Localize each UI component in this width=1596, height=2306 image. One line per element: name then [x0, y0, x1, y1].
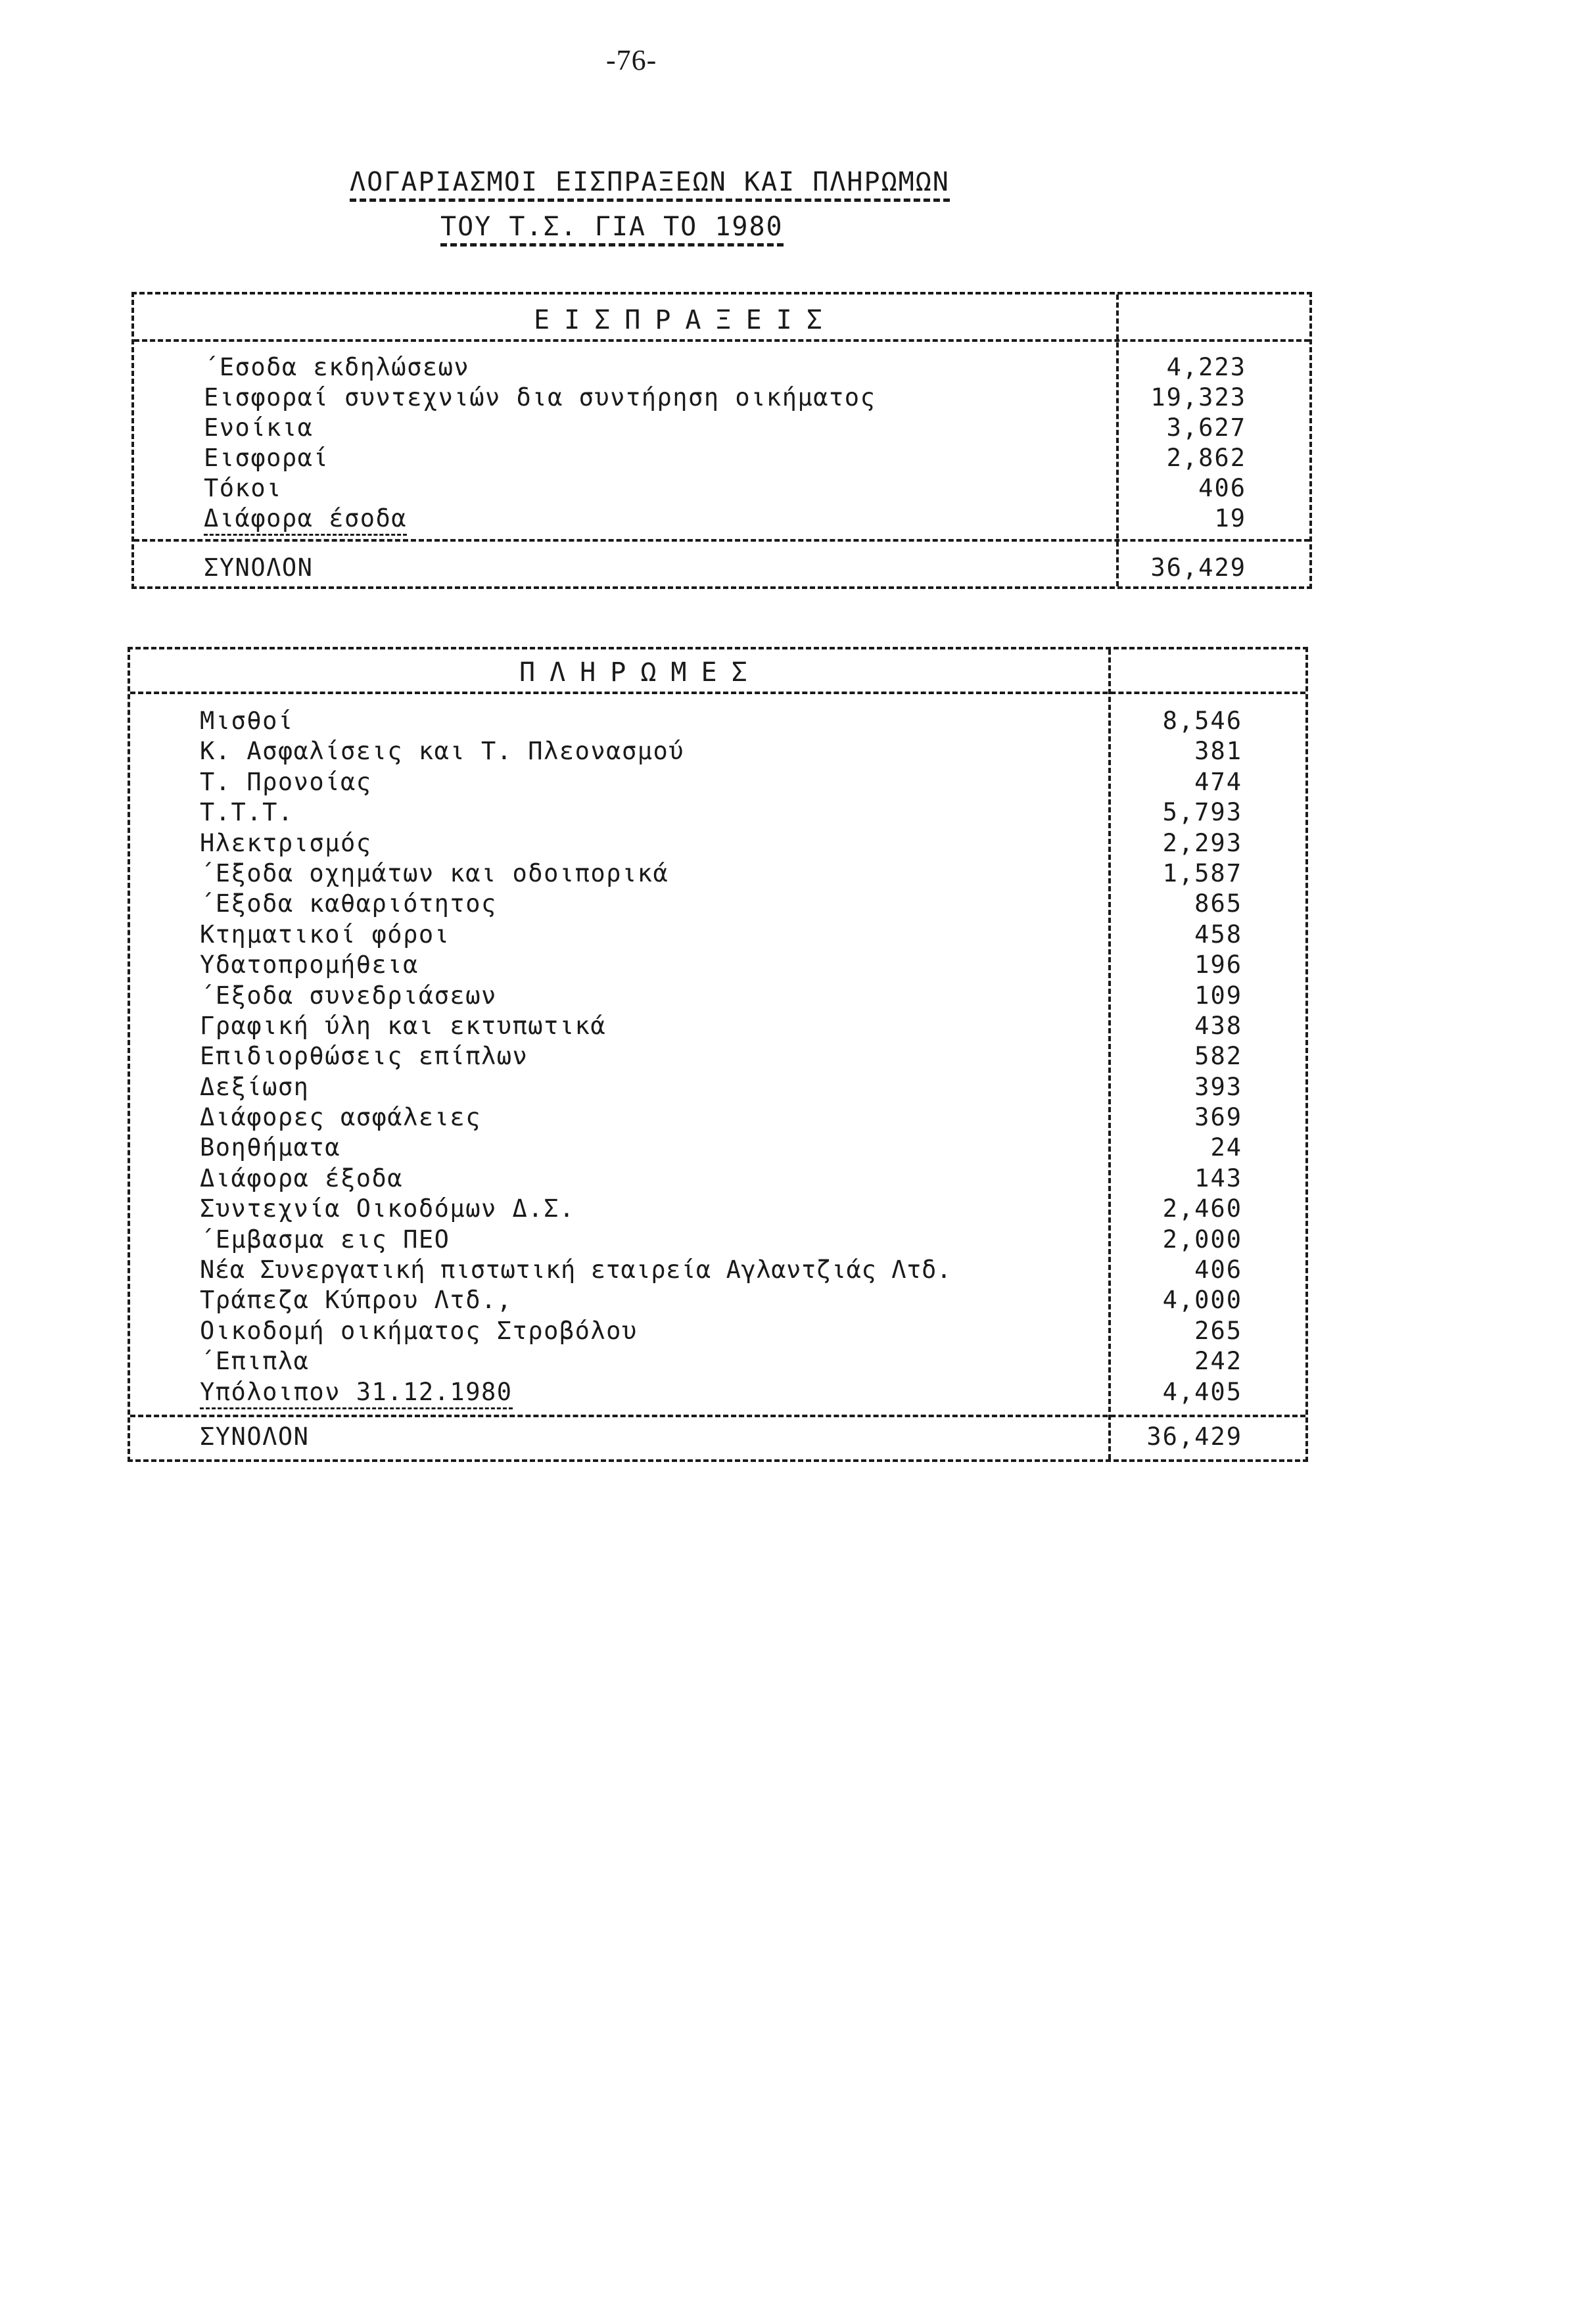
table-row: [130, 797, 1305, 828]
row-label: Διάφορα έσοδα: [204, 504, 407, 536]
row-label: Δεξίωση: [200, 1072, 310, 1101]
table-row: [130, 1194, 1305, 1224]
row-amount: 24: [1210, 1133, 1242, 1162]
row-label: Τράπεζα Κύπρου Λτδ.,: [200, 1286, 513, 1315]
row-label: Τ.Τ.Τ.: [200, 798, 294, 827]
row-amount: 19,323: [1150, 383, 1246, 412]
row-label: Τ. Προνοίας: [200, 767, 372, 796]
row-label: Οικοδομή οικήματος Στροβόλου: [200, 1316, 638, 1345]
row-amount: 4,000: [1162, 1286, 1242, 1315]
row-label: Τόκοι: [204, 474, 282, 502]
table-row: [130, 981, 1305, 1011]
table-row: [130, 950, 1305, 980]
row-label: Ηλεκτρισμός: [200, 828, 372, 857]
row-amount: 2,460: [1162, 1194, 1242, 1223]
receipts-rows: [134, 352, 1309, 534]
table-row: [130, 1377, 1305, 1407]
row-label: Νέα Συνεργατική πιστωτική εταιρεία Αγλαντζιάς Λτδ.: [200, 1256, 952, 1284]
table-row: [130, 706, 1305, 736]
row-amount: 406: [1198, 474, 1246, 502]
table-row: [130, 1102, 1305, 1133]
table-row: [130, 1072, 1305, 1102]
row-label: ΄Εσοδα εκδηλώσεων: [204, 353, 470, 381]
row-amount: 2,862: [1166, 444, 1246, 472]
row-label: Μισθοί: [200, 707, 294, 735]
document-title: ΛΟΓΑΡΙΑΣΜΟΙ ΕΙΣΠΡΑΞΕΩΝ ΚΑΙ ΠΛΗΡΩΜΩΝ: [350, 167, 950, 202]
table-row: [130, 1164, 1305, 1194]
row-amount: 582: [1194, 1042, 1242, 1071]
table-row: [130, 920, 1305, 950]
row-amount: 196: [1194, 951, 1242, 979]
row-label: ΄Επιπλα: [200, 1347, 310, 1376]
row-amount: 3,627: [1166, 413, 1246, 442]
row-label: Κ. Ασφαλίσεις και Τ. Πλεονασμού: [200, 737, 685, 766]
row-amount: 474: [1194, 767, 1242, 796]
row-amount: 2,293: [1162, 828, 1242, 857]
document-subtitle: ΤΟΥ Τ.Σ. ΓΙΑ ΤΟ 1980: [440, 212, 784, 247]
row-label: Γραφική ύλη και εκτυπωτικά: [200, 1011, 607, 1040]
row-label: Κτηματικοί φόροι: [200, 920, 450, 949]
row-label: Διάφορα έξοδα: [200, 1164, 404, 1192]
row-label: ΄Εξοδα καθαριότητος: [200, 889, 497, 918]
table-row: [130, 767, 1305, 797]
row-amount: 2,000: [1162, 1225, 1242, 1254]
row-amount: 406: [1194, 1256, 1242, 1284]
table-row: [134, 352, 1309, 383]
row-amount: 143: [1194, 1164, 1242, 1192]
row-label: Υπόλοιπον 31.12.1980: [200, 1377, 513, 1409]
table-row: [130, 736, 1305, 766]
total-divider: [134, 539, 1309, 542]
row-amount: 242: [1194, 1347, 1242, 1376]
payments-table: [128, 647, 1308, 1462]
row-label: Υδατοπρομήθεια: [200, 951, 419, 979]
row-amount: 5,793: [1162, 798, 1242, 827]
table-row: [130, 828, 1305, 859]
header-divider: [130, 692, 1305, 694]
table-row: [130, 1285, 1305, 1315]
row-label: Διάφορες ασφάλειες: [200, 1103, 481, 1132]
row-label: ΄Εξοδα συνεδριάσεων: [200, 981, 497, 1010]
table-row: [134, 504, 1309, 534]
table-row: [134, 443, 1309, 473]
row-amount: 458: [1194, 920, 1242, 949]
page-number: -76-: [606, 44, 657, 76]
row-label: Εισφοραί: [204, 444, 329, 472]
table-row: [134, 383, 1309, 413]
table-row: [130, 1316, 1305, 1346]
table-row: [134, 413, 1309, 443]
row-label: Επιδιορθώσεις επίπλων: [200, 1042, 528, 1071]
row-amount: 19: [1214, 504, 1246, 532]
row-label: Εισφοραί συντεχνιών δια συντήρηση οικήματος: [204, 383, 876, 412]
row-amount: 265: [1194, 1316, 1242, 1345]
row-label: Βοηθήματα: [200, 1133, 340, 1162]
receipts-total-label: ΣΥΝΟΛΟΝ: [204, 553, 314, 582]
row-amount: 109: [1194, 981, 1242, 1010]
total-divider: [130, 1415, 1305, 1417]
table-row: [134, 473, 1309, 504]
row-amount: 865: [1194, 889, 1242, 918]
row-label: ΄Εξοδα οχημάτων και οδοιπορικά: [200, 859, 669, 887]
table-row: [130, 1255, 1305, 1285]
row-amount: 438: [1194, 1011, 1242, 1040]
payments-total-label: ΣΥΝΟΛΟΝ: [200, 1423, 310, 1451]
row-amount: 8,546: [1162, 707, 1242, 735]
table-row: [130, 1011, 1305, 1041]
row-amount: 393: [1194, 1072, 1242, 1101]
table-row: [130, 1133, 1305, 1163]
receipts-table: [131, 292, 1312, 589]
table-row: [130, 1346, 1305, 1377]
receipts-total-amount: 36,429: [1150, 553, 1246, 582]
table-row: [130, 859, 1305, 889]
table-row: [130, 1041, 1305, 1071]
header-divider: [134, 339, 1309, 342]
row-label: ΄Εμβασμα εις ΠΕΟ: [200, 1225, 450, 1254]
row-amount: 4,405: [1162, 1377, 1242, 1406]
row-label: Ενοίκια: [204, 413, 314, 442]
payments-heading: ΠΛΗΡΩΜΕΣ: [519, 657, 762, 688]
payments-total-amount: 36,429: [1146, 1423, 1242, 1451]
table-row: [130, 1225, 1305, 1255]
row-label: Συντεχνία Οικοδόμων Δ.Σ.: [200, 1194, 575, 1223]
payments-rows: [130, 706, 1305, 1407]
table-row: [130, 889, 1305, 919]
row-amount: 1,587: [1162, 859, 1242, 887]
row-amount: 4,223: [1166, 353, 1246, 381]
row-amount: 381: [1194, 737, 1242, 766]
receipts-heading: ΕΙΣΠΡΑΞΕΙΣ: [534, 305, 837, 335]
row-amount: 369: [1194, 1103, 1242, 1132]
